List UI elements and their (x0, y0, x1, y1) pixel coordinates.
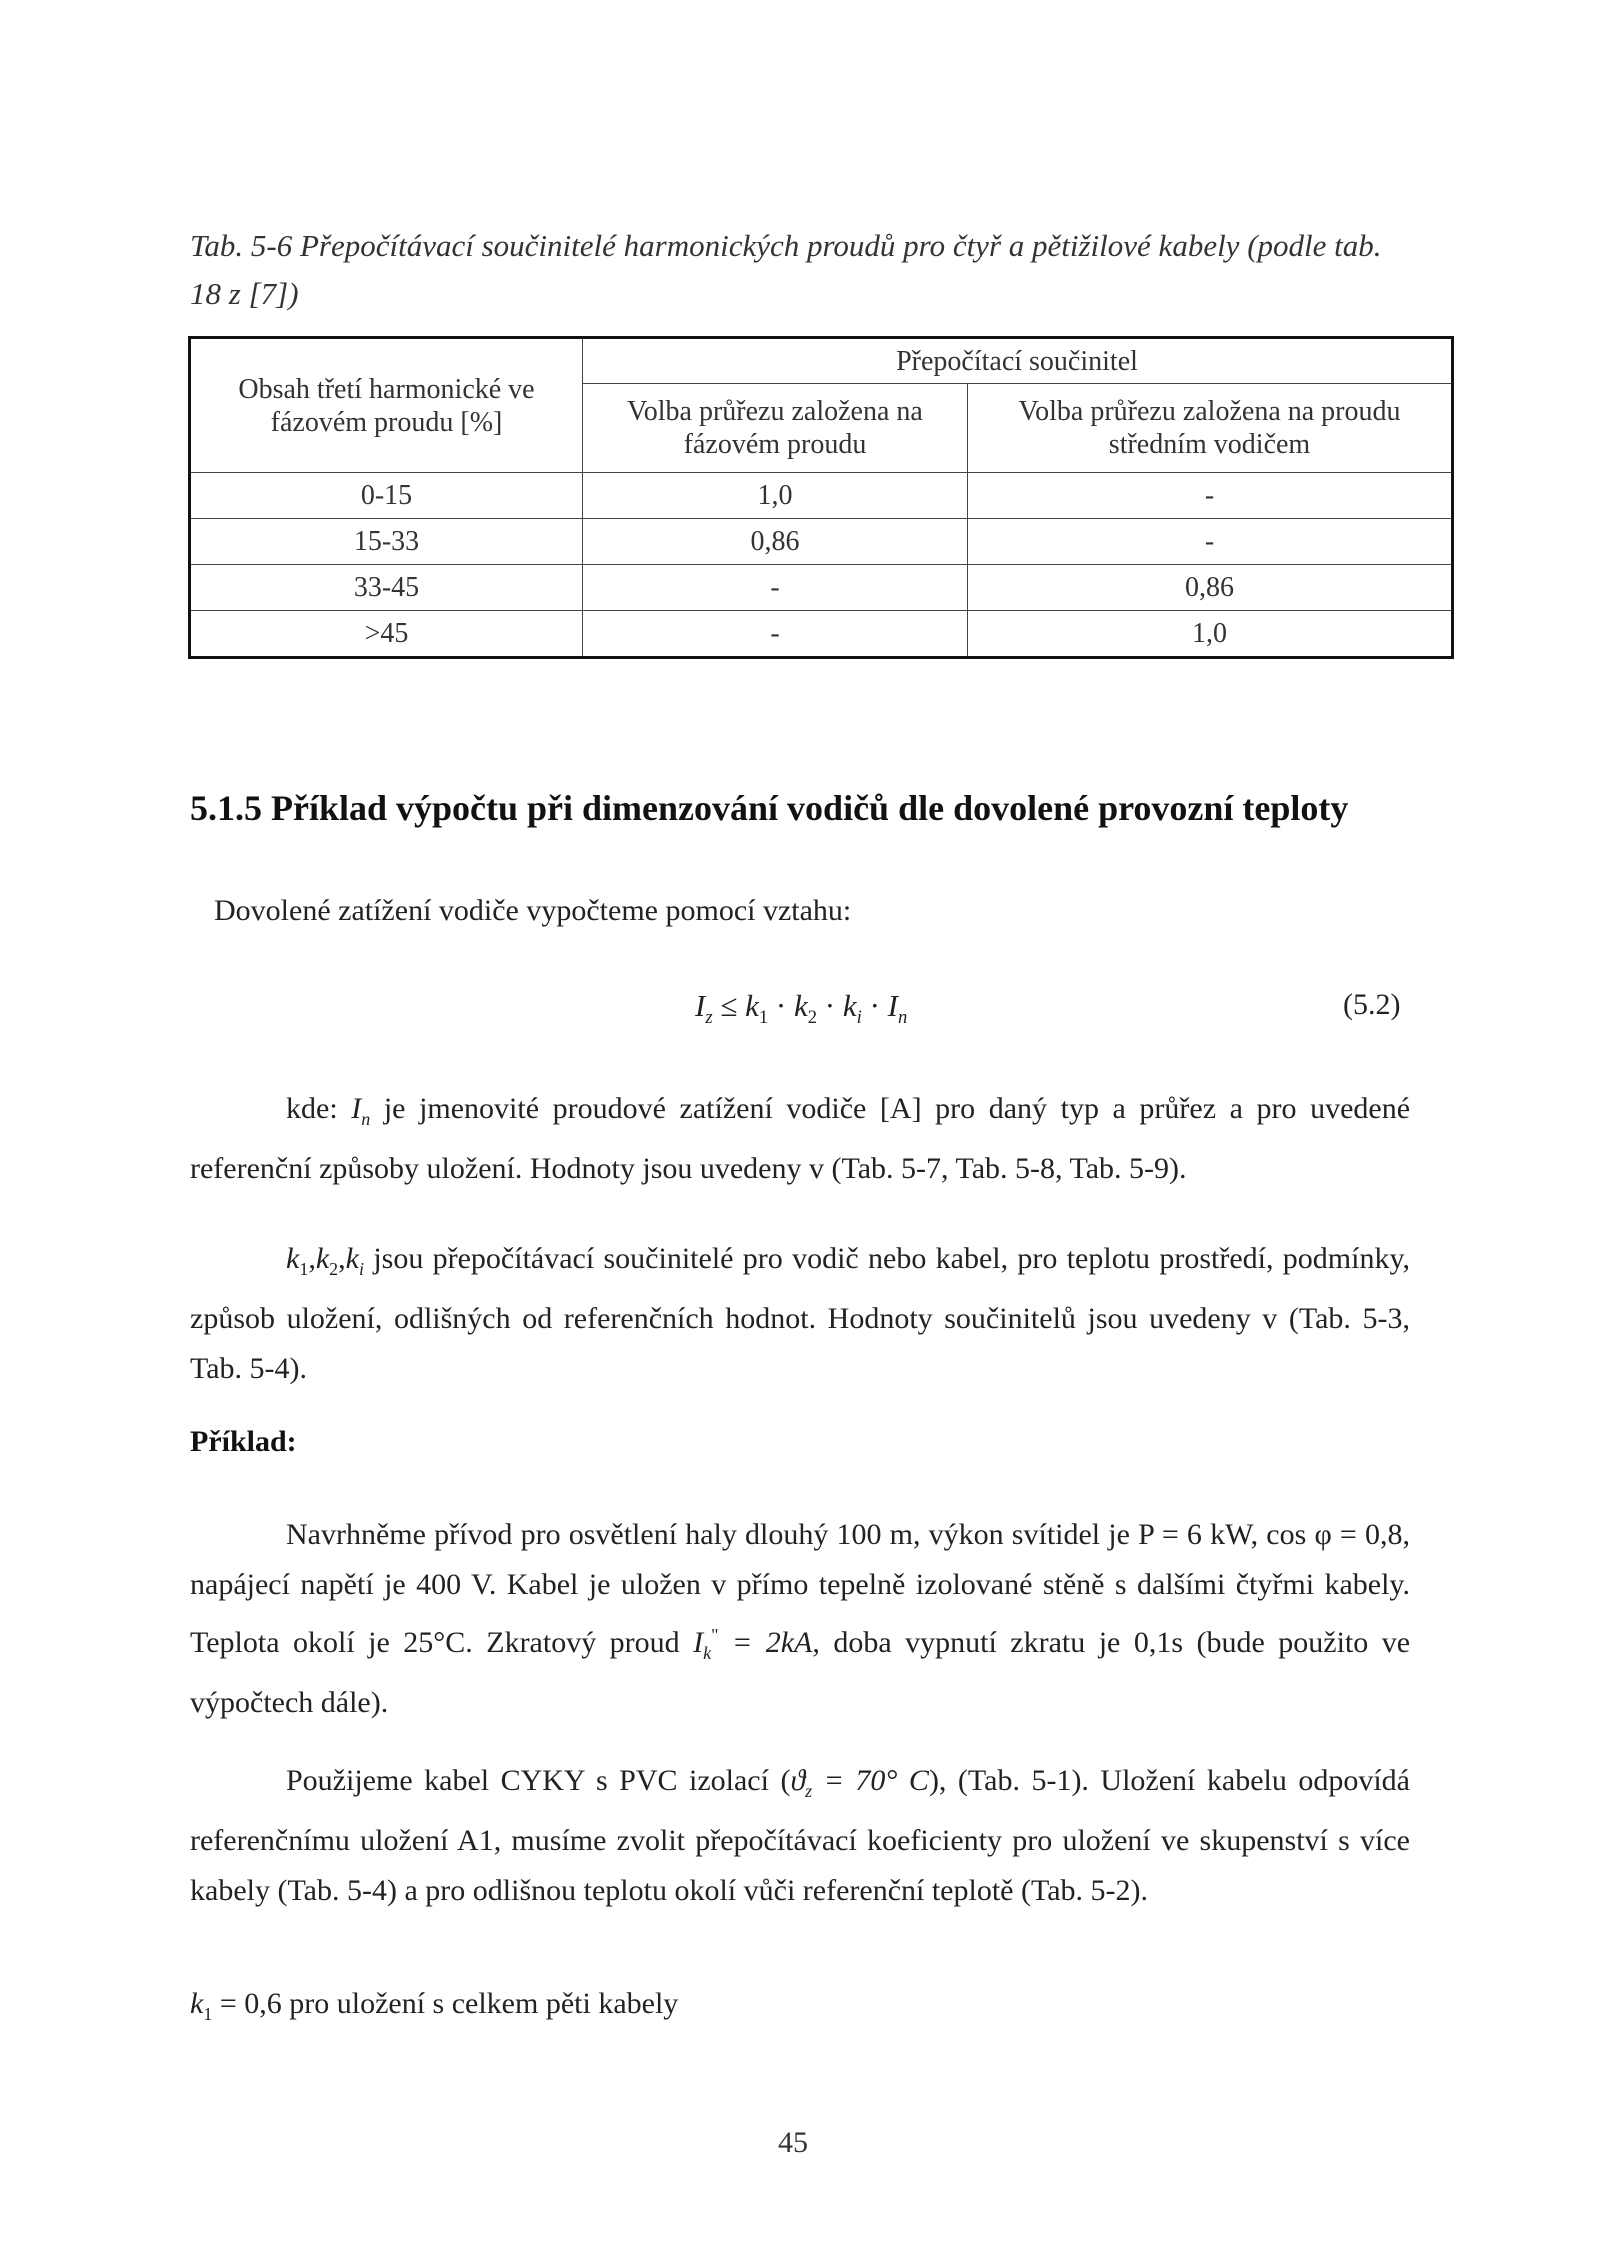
equation-5-2: $I_z \le k_1 \cdot k_2 \cdot k_i \cdot I_n$ (695, 988, 908, 1029)
harmonic-factors-table (188, 336, 1454, 659)
table-cell: - (968, 473, 1453, 519)
example-label: Příklad: (190, 1425, 297, 1458)
table-cell: 0,86 (968, 565, 1453, 611)
paragraph-factors: $k_1,k_2,k_i$ jsou přepočítávací součinitelé pro vodič nebo kabel, pro teplotu prostředí, podmínky, způsob uložení, odlišných od referenčních hodnot. Hodnoty součinitelů jsou uvedeny v (Tab. 5-3, Tab. 5-4). (190, 1242, 1411, 1385)
table-cell: - (583, 611, 968, 658)
table-caption: Tab. 5-6 Přepočítávací součinitelé harmonických proudů pro čtyř a pětižilové kabely (podle tab. 18 z [7]) (190, 228, 1382, 311)
table-cell: 33-45 (190, 565, 583, 611)
table-row (190, 565, 1453, 611)
section-heading: 5.1.5 Příklad výpočtu při dimenzování vodičů dle dovolené provozní teploty (190, 788, 1349, 828)
table-row (190, 473, 1453, 519)
table-cell: 15-33 (190, 519, 583, 565)
header-phase-current: Volba průřezu založena na fázovém proudu (583, 384, 968, 473)
table-row (190, 519, 1453, 565)
factor-k1-line: $k_1 = 0,6$ pro uložení s celkem pěti kabely (190, 1987, 679, 2024)
intro-text: Dovolené zatížení vodiče vypočteme pomocí vztahu: (214, 894, 852, 927)
paragraph-cable: Použijeme kabel CYKY s PVC izolací ($ϑ_z = 70^\circ$ C), (Tab. 5-1). Uložení kabelu odpovídá referenčnímu uložení A1, musíme zvolit přepočítávací koeficienty pro uložení ve skupenství s více kabely (Tab. 5-4) a pro odlišnou teplotu okolí vůči referenční teplotě (Tab. 5-2). (190, 1764, 1410, 1907)
table-cell: >45 (190, 611, 583, 658)
table-cell: 1,0 (583, 473, 968, 519)
header-conversion-factor: Přepočítací součinitel (583, 338, 1453, 384)
equation-number: (5.2) (1343, 988, 1401, 1021)
table-row (190, 611, 1453, 658)
table-cell: - (968, 519, 1453, 565)
header-neutral-current: Volba průřezu založena na proudu středním vodičem (968, 384, 1453, 473)
page-number: 45 (778, 2126, 808, 2159)
table-cell: 0,86 (583, 519, 968, 565)
table-cell: 0-15 (190, 473, 583, 519)
table-cell: - (583, 565, 968, 611)
table-cell: 1,0 (968, 611, 1453, 658)
header-third-harmonic: Obsah třetí harmonické ve fázovém proudu [%] (190, 338, 583, 473)
paragraph-kde: kde: $I_n$ je jmenovité proudové zatížení vodiče [A] pro daný typ a průřez a pro uvedené referenční způsoby uložení. Hodnoty jsou uvedeny v (Tab. 5-7, Tab. 5-8, Tab. 5-9). (190, 1092, 1411, 1185)
paragraph-example: Navrhněme přívod pro osvětlení haly dlouhý 100 m, výkon svítidel je P = 6 kW, cos φ = 0,8, napájecí napětí je 400 V. Kabel je uložen v přímo tepelně izolované stěně s dalšími čtyřmi kabely. Teplota okolí je 25°C. Zkratový proud $I_k^" = 2kA$, doba vypnutí zkratu je 0,1s (bude použito ve výpočtech dále). (190, 1518, 1411, 1719)
